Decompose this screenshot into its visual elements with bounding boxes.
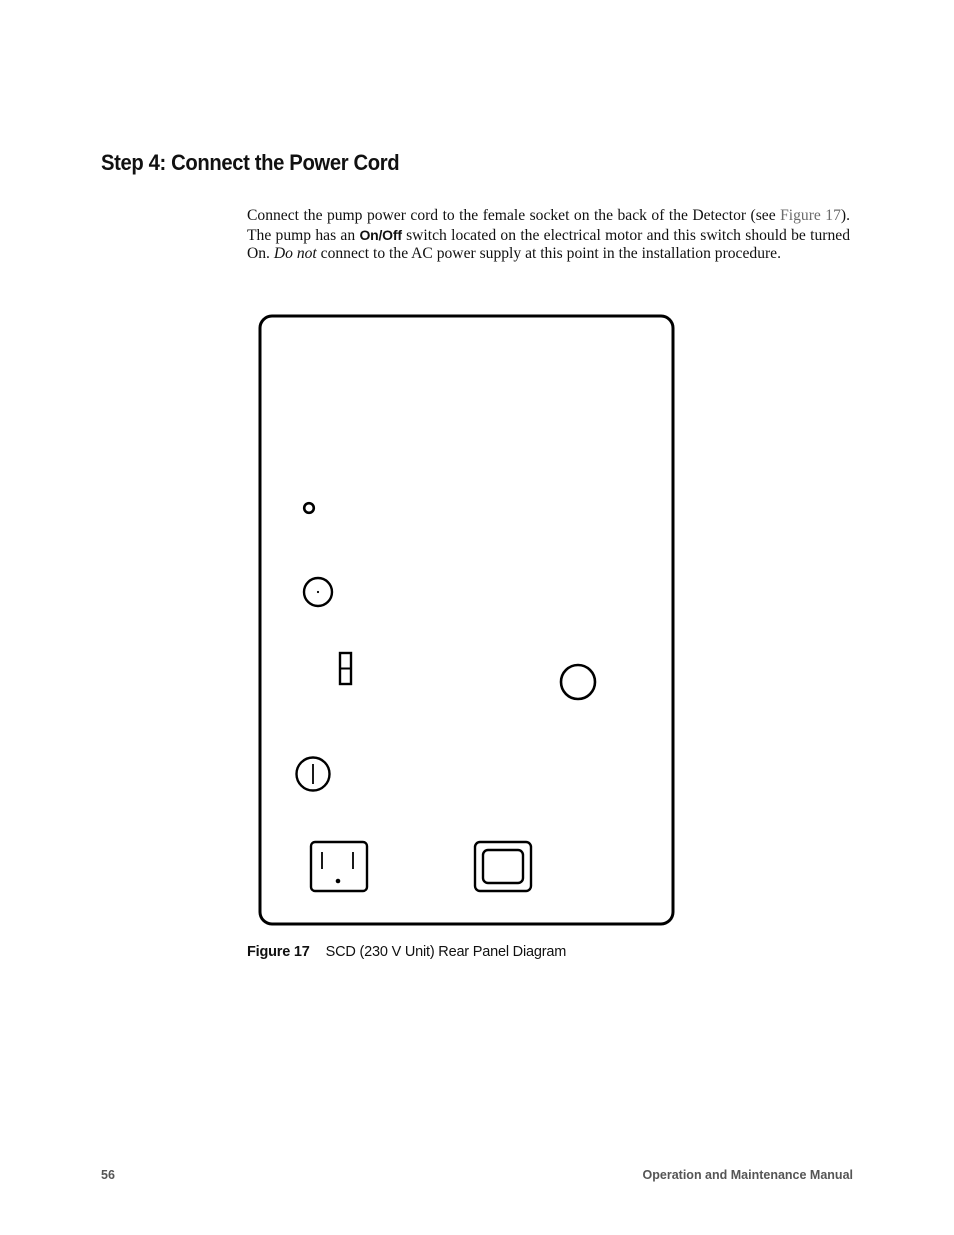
- figure-cross-reference-link[interactable]: Figure 17: [780, 207, 841, 224]
- indicator-hole: [304, 503, 314, 513]
- instruction-paragraph: [247, 207, 850, 264]
- figure-label: Figure 17: [247, 944, 310, 960]
- fuse-holder-icon: [304, 578, 332, 606]
- paragraph-text-4: connect to the AC power supply at this point in the installation procedure.: [316, 245, 782, 263]
- footer-page-number: 56: [101, 1168, 115, 1182]
- paragraph-text-1: Connect the pump power cord to the female socket on the back of the Detector (see: [247, 207, 781, 224]
- paragraph-text-2: ). The pump has an: [247, 207, 850, 244]
- figure-caption-text: SCD (230 V Unit) Rear Panel Diagram: [325, 944, 567, 960]
- rear-panel-drawing: [258, 314, 676, 927]
- power-switch-icon: [297, 758, 330, 791]
- section-heading: Step 4: Connect the Power Cord: [101, 150, 400, 175]
- rear-panel-diagram: [258, 314, 676, 927]
- female-power-socket-icon: [311, 842, 367, 891]
- figure-caption: [247, 944, 566, 960]
- power-inlet-connector-icon: [475, 842, 531, 891]
- switch-name: On/Off: [359, 226, 402, 243]
- paragraph-emphasis: Do not: [273, 245, 317, 263]
- paragraph-text-3: switch located on the electrical motor and this switch should be turned On.: [247, 226, 850, 263]
- rear-panel-outline: [260, 316, 673, 924]
- footer-manual-title: Operation and Maintenance Manual: [642, 1168, 853, 1182]
- voltage-selector-switch-icon: [340, 653, 351, 684]
- round-port-icon: [561, 665, 595, 699]
